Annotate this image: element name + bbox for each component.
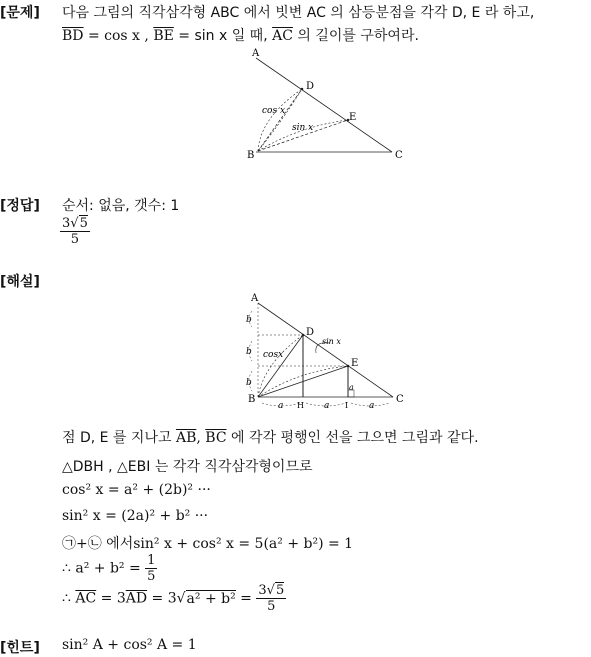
segment-ac: $\overline{AC}$: [272, 28, 293, 44]
answer-fraction: $\frac{3√5}{5}$: [62, 216, 88, 247]
fig2-label-b-middle: b: [246, 347, 252, 357]
fig2-label-b-lower: b: [246, 378, 252, 388]
fig2-label-c: C: [396, 394, 404, 405]
eq4-denominator: 5: [147, 569, 156, 584]
explanation-line1-end: 에 각각 평행인 선을 그으면 그림과 같다.: [226, 430, 479, 446]
eq5-num-coef: 3: [258, 583, 267, 598]
equation-ab-squared: [62, 553, 157, 584]
explanation-line1: [62, 427, 479, 447]
answer-den: 5: [70, 232, 80, 247]
fig2-label-a: A: [251, 293, 259, 304]
eq5-mid: = 3: [96, 590, 126, 607]
fig1-label-d: D: [306, 81, 315, 92]
hint-label: [힌트]: [0, 640, 40, 656]
fig2-sin-label: sin x: [322, 337, 341, 346]
equation-cos: cos² x = a² + (2b)² ···: [62, 482, 211, 498]
fig2-label-h: H: [297, 401, 304, 410]
eq4-left: ∴ a² + b² =: [62, 560, 146, 577]
eq4-numerator: 1: [147, 553, 156, 568]
equation-sum: ㉠+㉡ 에서sin² x + cos² x = 5(a² + b²) = 1: [62, 536, 354, 552]
eq5-radicand: a² + b²: [186, 590, 236, 607]
fig2-label-b-upper: b: [246, 315, 252, 325]
eq5-coef: = 3: [147, 590, 177, 607]
fig1-label-c: C: [395, 150, 403, 161]
problem-line2-tail: 의 길이를 구하여라.: [292, 28, 419, 44]
answer-num-radicand: 5: [79, 216, 88, 231]
eq5-segment-ad: $\overline{AD}$: [125, 590, 148, 607]
problem-line2: [62, 25, 419, 45]
fig2-label-i: I: [345, 401, 349, 410]
be-expression: = sin x 일 때,: [173, 28, 268, 44]
fig2-label-e: E: [351, 358, 359, 369]
fig1-label-e: E: [349, 112, 357, 123]
fig2-label-a-left: a: [278, 401, 284, 411]
explanation-line1-start: 점 D, E 를 지나고: [62, 430, 176, 446]
problem-label: [문제]: [0, 5, 40, 21]
eq5-segment-ac: $\overline{AC}$: [75, 590, 97, 607]
explanation-line2: △DBH , △EBI 는 각각 직각삼각형이므로: [62, 459, 313, 475]
eq5-num-radicand: 5: [275, 583, 285, 598]
fig1-cos-label: cos x: [262, 106, 286, 116]
triangle-figure-1: [240, 46, 410, 162]
answer-meta: 순서: 없음, 갯수: 1: [62, 198, 180, 214]
fig2-label-a-middle: a: [324, 401, 330, 411]
triangle-figure-2: [238, 291, 410, 413]
fig2-label-b: B: [248, 394, 256, 405]
eq5-therefore: ∴: [62, 590, 76, 607]
hint-text: sin² A + cos² A = 1: [62, 637, 197, 653]
fig1-sin-label: sin x: [292, 123, 314, 133]
fig2-cos-label: cosx: [263, 350, 284, 360]
segment-bd: $\overline{BD}$: [62, 28, 84, 44]
eq5-equals: =: [235, 590, 257, 607]
explanation-label: [해설]: [0, 274, 40, 290]
eq5-denominator: 5: [267, 599, 276, 614]
fig1-label-a: A: [252, 48, 260, 59]
segment-be: $\overline{BE}$: [153, 28, 174, 44]
fig2-label-d: D: [306, 327, 315, 338]
bd-expression: = cos x ,: [83, 28, 149, 44]
fig2-label-a-right: a: [369, 401, 375, 411]
answer-num-coef: 3: [62, 216, 71, 231]
problem-line1: 다음 그림의 직각삼각형 ABC 에서 빗변 AC 의 삼등분점을 각각 D, E 라 하고,: [62, 5, 535, 21]
fig1-label-b: B: [247, 150, 255, 161]
segment-ab: $\overline{AB}$: [175, 430, 197, 446]
fig2-label-a-small: a: [349, 383, 354, 392]
explanation-comma: ,: [196, 430, 206, 446]
equation-ac: ∴ $\overline{AC} = 3\overline{AD} = 3√a^2 + b^2$ = $\frac{3√5}{5}$: [62, 583, 285, 614]
answer-label: [정답]: [0, 198, 40, 214]
segment-bc: $\overline{BC}$: [205, 430, 227, 446]
equation-sin: sin² x = (2a)² + b² ···: [62, 508, 209, 524]
